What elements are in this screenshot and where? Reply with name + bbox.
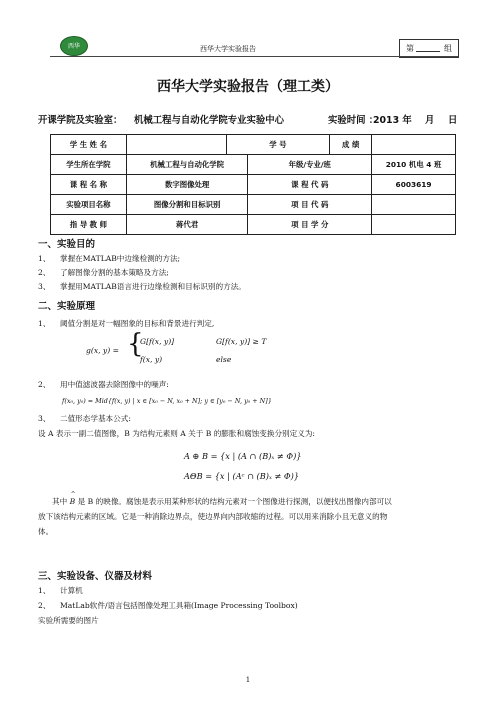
year-value: 2013 年 [373,115,412,126]
section-heading: 三、实验设备、仪器及材料 [38,571,153,582]
table-cell: 学 生 姓 名 [51,135,127,155]
list-item: 3、 二值形态学基本公式: [38,414,131,423]
table-cell: 学生所在学院 [51,155,127,175]
table-cell: 6003619 [372,175,456,195]
table-cell: 数字图像处理 [126,175,248,195]
list-item-text: 二值形态学基本公式: [60,414,131,423]
paragraph: 设 A 表示一副二值图像，B 为结构元素则 A 关于 B 的膨胀和腐蚀变换分别定义为: [38,429,315,438]
list-item-text: 掌握在MATLAB中边缘检测的方法; [60,254,181,263]
table-cell [126,135,226,155]
month-label: 月 [425,115,435,126]
group-prefix: 第 [406,44,414,53]
table-cell: 成 绩 [330,135,372,155]
paragraph [38,494,456,539]
dept-value: 机械工程与自动化学院专业实验中心 [134,115,285,126]
list-item: 1、 掌握在MATLAB中边缘检测的方法; [38,254,181,263]
table-cell: 2010 机电 4 班 [372,155,456,175]
table-row [51,135,456,155]
para-text: 放下该结构元素的区域。它是一种消除边界点，使边界向内部收缩的过程。可以用来消除小且无意义的物 [38,512,388,521]
table-cell: 指 导 教 师 [51,215,127,235]
para-text: 是 B 的映像。腐蚀是表示用某种形状的结构元素对一个图像进行探测，以便找出图像内部可以 [77,497,392,506]
list-item-text: 掌握用MATLAB语言进行边缘检测和目标识别的方法。 [60,282,246,291]
erosion-formula: AΘB = {x | (Aᶜ ∩ (B)ₓ ≠ Φ)} [184,471,300,481]
table-cell: 学 号 [226,135,330,155]
table-row [51,215,456,235]
dept-label: 开课学院及实验室： [38,115,123,126]
list-item-text: 用中值滤波器去除图像中的噪声: [60,380,169,389]
table-cell: 蒋代君 [126,215,248,235]
header-divider [50,56,458,57]
logo-text: 西华 [67,43,80,50]
formula-condition: G[f(x, y)] ≥ T [216,337,267,346]
info-table [50,134,456,235]
formula-condition: else [216,355,232,364]
group-suffix: 组 [444,44,452,53]
list-item: 1、 阈值分割是对一幅图象的目标和背景进行判定, [38,319,215,328]
table-cell: 图像分割和目标识别 [126,195,248,215]
section-heading: 二、实验原理 [38,301,96,312]
list-item: 2、 了解图像分割的基本策略及方法; [38,268,169,277]
formula-case: f(x, y) [140,355,163,364]
table-row [51,175,456,195]
list-item: 1、 计算机 [38,586,83,595]
para-text: 体。 [38,527,54,536]
list-item: 2、 MatLab软件/语言包括图像处理工具箱(Image Processing Toolbox) [38,601,298,610]
table-cell [372,215,456,235]
table-cell: 课 程 名 称 [51,175,127,195]
list-item-text: 阈值分割是对一幅图象的目标和背景进行判定, [60,319,215,328]
table-cell: 项 目 代 码 [248,195,372,215]
report-title: 西华大学实验报告（理工类） [157,79,339,95]
list-item: 3、 掌握用MATLAB语言进行边缘检测和目标识别的方法。 [38,282,246,291]
formula-lhs: g(x, y) = [86,346,119,355]
median-filter-formula: f(x₀, y₀) = Mid{f(x, y) | x ∈ [x₀ − N, x₀ + N]; y ∈ [y₀ − N, y₀ + N]} [62,397,272,405]
page-number: 1 [245,676,251,684]
formula-brace: { [127,329,144,359]
formula-case: G[f(x, y)] [140,337,175,346]
b-reflection-symbol: ^ B [70,494,76,509]
list-item: 2、 用中值滤波器去除图像中的噪声: [38,380,169,389]
group-number-blank[interactable] [416,51,440,52]
list-item-text: MatLab软件/语言包括图像处理工具箱(Image Processing Toolbox) [60,601,298,610]
day-label: 日 [448,115,458,126]
para-text: 其中 [52,497,68,506]
table-cell: 实验项目名称 [51,195,127,215]
university-logo [60,36,88,56]
header-title: 西华大学实验报告 [200,45,256,53]
list-item-text: 计算机 [60,586,83,595]
table-cell: 年级/专业/班 [248,155,372,175]
table-cell [372,195,456,215]
list-item-text: 了解图像分割的基本策略及方法; [60,268,169,277]
table-cell: 机械工程与自动化学院 [126,155,248,175]
paragraph: 实验所需要的图片 [38,616,99,625]
table-row [51,195,456,215]
table-cell: 课 程 代 码 [248,175,372,195]
table-cell [372,135,456,155]
table-row [51,155,456,175]
table-cell: 项 目 学 分 [248,215,372,235]
dilation-formula: A ⊕ B = {x | (A ∩ (B)ₓ ≠ Φ)} [184,451,302,461]
section-heading: 一、实验目的 [38,239,96,250]
time-label: 实验时间 ： [328,115,379,126]
